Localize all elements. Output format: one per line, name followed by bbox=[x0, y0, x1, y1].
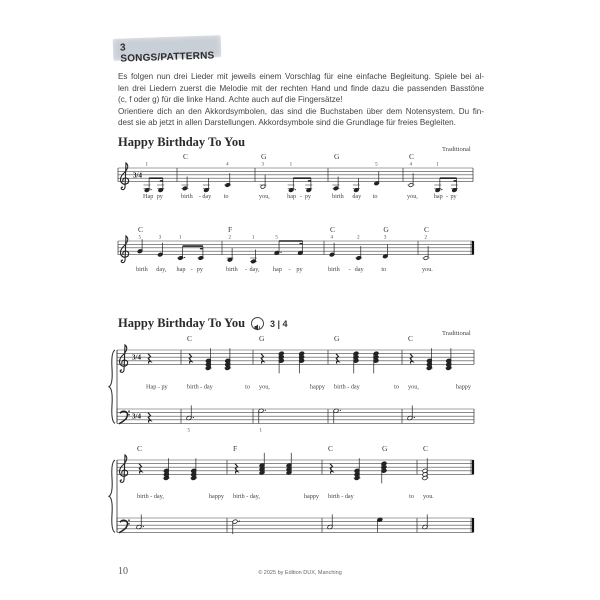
lyric: you, bbox=[408, 383, 419, 391]
intro-line: dest sie ab jetzt in allen Darstellungen. Akkordsymbole sind die Grundlage für freies Begleiten. bbox=[118, 118, 456, 128]
dot bbox=[143, 526, 144, 527]
fingering: 4 bbox=[226, 162, 229, 168]
lyric-syllable: to bbox=[223, 193, 229, 200]
section-label: 3 SONGS/PATTERNS bbox=[119, 42, 215, 65]
dot bbox=[184, 257, 185, 258]
bass-clef-dot bbox=[128, 523, 130, 525]
lyric-syllable: hap bbox=[272, 266, 282, 273]
lyric-hyphen: - bbox=[446, 193, 449, 200]
chord-symbol: F bbox=[228, 225, 233, 234]
intro-line: len drei Liedern zuerst die Melodie mit der rechten Hand und finde dazu die passenden Basstöne bbox=[118, 83, 484, 93]
lyric-syllable: birth bbox=[136, 266, 148, 273]
lyric-syllable: py bbox=[296, 266, 303, 273]
fingering: 2 bbox=[357, 235, 360, 241]
fingering: 1 bbox=[289, 162, 293, 168]
lyric-hyphen: - bbox=[299, 193, 302, 200]
bass-clef-dot bbox=[128, 519, 130, 521]
lyric-syllable: day, bbox=[156, 266, 167, 273]
bass-clef-dot bbox=[128, 414, 130, 416]
chord-symbol: F bbox=[233, 444, 238, 453]
quarter-rest-icon bbox=[148, 413, 151, 423]
page-number: 10 bbox=[118, 566, 128, 577]
lyric-syllable: day, bbox=[249, 266, 260, 273]
chord-symbol: C bbox=[330, 225, 336, 234]
bass-clef-icon bbox=[119, 411, 128, 424]
quarter-rest-icon bbox=[336, 354, 339, 364]
brace bbox=[109, 460, 115, 532]
lyric-syllable: you, bbox=[259, 193, 270, 200]
lyric: happy bbox=[303, 493, 319, 501]
chord-symbol: G bbox=[261, 152, 267, 161]
fingering: 5 bbox=[138, 235, 141, 241]
dot bbox=[414, 417, 415, 418]
treble-clef-icon bbox=[120, 455, 128, 482]
lyric-hyphen: - bbox=[198, 193, 201, 200]
track-number: 3 | 4 bbox=[270, 318, 288, 329]
dot bbox=[193, 417, 194, 418]
lyric-syllable: hap bbox=[433, 193, 443, 200]
fingering: 2 bbox=[424, 235, 427, 241]
fingering: 2 bbox=[228, 235, 231, 241]
fingering: 1 bbox=[251, 235, 255, 241]
lyric-syllable: birth bbox=[328, 266, 340, 273]
bass-clef-dot bbox=[128, 410, 130, 412]
lyric: you. bbox=[423, 493, 434, 501]
fingering: 1 bbox=[145, 162, 148, 168]
lyric: happy bbox=[455, 383, 471, 391]
dot bbox=[280, 252, 281, 253]
treble-clef-icon bbox=[121, 163, 129, 190]
chord-symbol: G bbox=[382, 444, 388, 453]
fingering: 5 bbox=[187, 428, 190, 434]
lyric: birth - day bbox=[328, 493, 354, 501]
lyric-hyphen: - bbox=[348, 266, 351, 273]
quarter-rest-icon bbox=[330, 464, 333, 474]
time-signature: 3/4 bbox=[132, 412, 141, 421]
lyric: Hap - py bbox=[146, 383, 168, 391]
bass-clef-icon bbox=[119, 520, 128, 533]
fingering: 5 bbox=[375, 162, 378, 168]
fingering: 3 bbox=[383, 235, 387, 241]
time-signature: 3/4 bbox=[132, 353, 141, 362]
time-signature: 3/4 bbox=[133, 171, 142, 180]
lyric-syllable: to bbox=[372, 193, 378, 200]
lyric: happy bbox=[208, 493, 224, 501]
chord-symbol: G bbox=[259, 334, 265, 343]
song-1-title: Happy Birthday To You bbox=[118, 135, 246, 149]
fingering: 3 bbox=[158, 235, 162, 241]
lyric: to bbox=[394, 383, 399, 391]
quarter-rest-icon bbox=[189, 354, 192, 364]
treble-clef-icon bbox=[121, 236, 129, 263]
fingering: 4 bbox=[330, 235, 333, 241]
song-2-composer: Traditional bbox=[442, 330, 471, 337]
lyric-syllable: to bbox=[381, 266, 387, 273]
fingering: 3 bbox=[261, 162, 264, 168]
lyric-syllable: birth bbox=[332, 193, 344, 200]
chord-symbol: C bbox=[423, 444, 429, 453]
quarter-rest-icon bbox=[235, 464, 238, 474]
lyric-syllable: hap bbox=[176, 266, 186, 273]
chord-symbol: G bbox=[334, 152, 340, 161]
lyric-syllable: day bbox=[352, 193, 362, 200]
quarter-rest-icon bbox=[148, 354, 151, 364]
lyric-syllable: Hap bbox=[143, 193, 154, 200]
lyric-syllable: hap bbox=[287, 193, 297, 200]
lyric-syllable: py bbox=[304, 193, 311, 200]
intro-line: (c, f oder g) für die linke Hand. Achte auch auf die Fingersätze! bbox=[118, 95, 343, 105]
chord-symbol: G bbox=[383, 225, 389, 234]
lyric: you, bbox=[259, 383, 270, 391]
chord-symbol: C bbox=[137, 444, 143, 453]
quarter-rest-icon bbox=[261, 354, 264, 364]
lyric-syllable: py bbox=[450, 193, 457, 200]
lyric-hyphen: - bbox=[288, 266, 291, 273]
dot bbox=[340, 410, 341, 411]
song-1-composer: Traditional bbox=[442, 146, 471, 153]
lyric-syllable: birth bbox=[226, 266, 238, 273]
chord-symbol: C bbox=[424, 225, 430, 234]
lyric-syllable: day bbox=[354, 266, 364, 273]
lyric-syllable: birth bbox=[181, 193, 193, 200]
fingering: 5 bbox=[275, 235, 278, 241]
dot bbox=[239, 521, 240, 522]
fingering: 1 bbox=[179, 235, 182, 241]
dot bbox=[265, 410, 266, 411]
brace bbox=[109, 350, 115, 423]
chord-symbol: C bbox=[409, 152, 415, 161]
lyric: to bbox=[409, 493, 414, 501]
dot bbox=[441, 189, 442, 190]
lyric-hyphen: - bbox=[244, 266, 248, 273]
lyric-syllable: py bbox=[156, 193, 163, 200]
chord-symbol: G bbox=[334, 334, 340, 343]
chord-symbol: C bbox=[183, 152, 189, 161]
chord-symbol: C bbox=[328, 444, 334, 453]
lyric: birth - day bbox=[334, 383, 360, 391]
dot bbox=[150, 189, 151, 190]
dot bbox=[295, 189, 296, 190]
treble-clef-icon bbox=[120, 345, 128, 372]
intro-line: Orientiere dich an den Akkordsymbolen, das sind die Buchstaben über dem Notensystem. Du fin- bbox=[118, 106, 484, 116]
fingering: 1 bbox=[259, 428, 262, 434]
lyric: birth - day, bbox=[137, 493, 164, 501]
fingering: 1 bbox=[436, 162, 439, 168]
lyric-hyphen: - bbox=[190, 266, 193, 273]
fingering: 4 bbox=[409, 162, 412, 168]
chord-symbol: C bbox=[138, 225, 144, 234]
intro-line: Es folgen nun drei Lieder mit jeweils einem Vorschlag für eine einfache Begleitung. Spiele bei al- bbox=[118, 72, 484, 81]
quarter-rest-icon bbox=[410, 354, 413, 364]
lyric: birth - day, bbox=[233, 493, 260, 501]
lyric-syllable: you. bbox=[422, 266, 433, 273]
lyric-syllable: py bbox=[196, 266, 203, 273]
copyright: © 2025 by Edition DUX, Manching bbox=[258, 570, 342, 576]
lyric: to bbox=[245, 383, 250, 391]
song-2-title: Happy Birthday To You bbox=[118, 316, 246, 330]
lyric-syllable: you, bbox=[407, 193, 418, 200]
lyric: birth - day bbox=[187, 383, 213, 391]
lyric-syllable: day bbox=[202, 193, 212, 200]
lyric: happy bbox=[309, 383, 325, 391]
chord-symbol: C bbox=[187, 334, 193, 343]
chord-symbol: C bbox=[408, 334, 414, 343]
quarter-rest-icon bbox=[139, 464, 142, 474]
